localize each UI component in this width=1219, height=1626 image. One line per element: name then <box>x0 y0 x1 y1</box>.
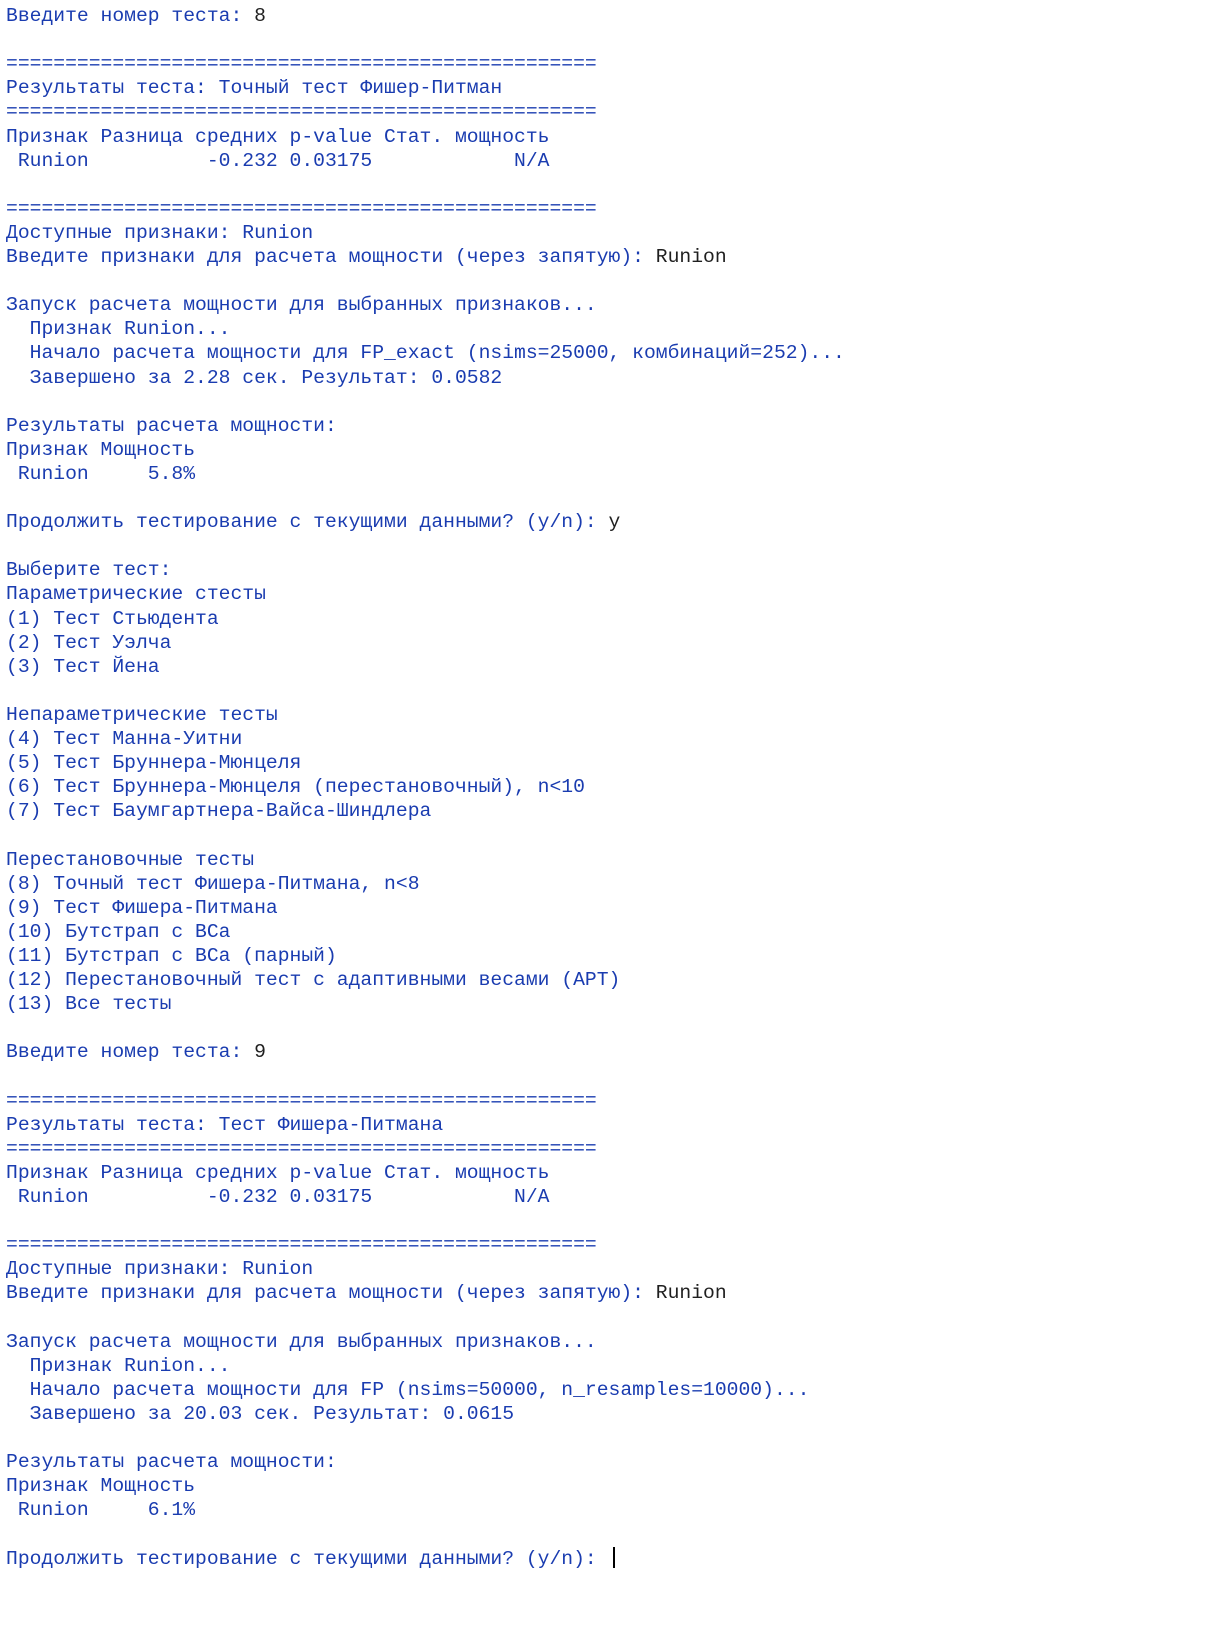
console-line <box>6 77 502 99</box>
console-text: Доступные признаки: Runion <box>6 1258 314 1281</box>
console-line <box>6 608 219 630</box>
console-text: Продолжить тестирование с текущими данными? (y/n): <box>6 511 609 534</box>
console-line <box>6 945 337 967</box>
user-input-text: Runion <box>655 1282 727 1305</box>
console-line <box>6 294 597 316</box>
console-text: Runion -0.232 0.03175 N/A <box>6 1185 550 1208</box>
console-line <box>6 873 420 895</box>
console-line <box>6 1090 597 1112</box>
console-text: Runion 5.8% <box>6 462 196 485</box>
console-line <box>6 1186 549 1208</box>
console-text: Введите признаки для расчета мощности (через запятую): <box>6 246 656 268</box>
console-line <box>6 101 597 123</box>
console-text: Признак Разница средних p-value Стат. мощность <box>6 125 550 148</box>
console-text: Выберите тест: <box>6 559 172 582</box>
console-line <box>6 849 254 871</box>
console-line <box>6 1041 266 1063</box>
console-text: ================================================== <box>6 53 597 76</box>
console-text: (5) Тест Бруннера-Мюнцеля <box>6 752 302 775</box>
console-line <box>6 126 549 148</box>
console-line <box>6 342 845 364</box>
console-text: (6) Тест Бруннера-Мюнцеля (перестановочный), n<10 <box>6 776 585 799</box>
console-line <box>6 1114 443 1136</box>
console-line <box>6 1403 514 1425</box>
console-text: (4) Тест Манна-Уитни <box>6 728 243 750</box>
console-text: (2) Тест Уэлча <box>6 631 172 654</box>
console-line <box>6 1451 337 1473</box>
console-text: Признак Runion... <box>6 1354 231 1377</box>
console-text: ================================================== <box>6 1234 597 1257</box>
console-line <box>6 776 585 798</box>
console-line <box>6 583 266 605</box>
user-input-text: y <box>608 511 621 534</box>
console-text: ================================================== <box>6 1137 597 1160</box>
console-text: Параметрические стесты <box>6 583 266 606</box>
console-text: (7) Тест Баумгартнера-Вайса-Шиндлера <box>6 800 432 823</box>
console-line <box>6 1138 597 1160</box>
console-text: (8) Точный тест Фишера-Питмана, n<8 <box>6 872 420 895</box>
console-text: Runion -0.232 0.03175 N/A <box>6 149 550 172</box>
console-line <box>6 921 230 943</box>
console-line <box>6 897 278 919</box>
console-text: Запуск расчета мощности для выбранных признаков... <box>6 1330 597 1353</box>
console-text: Результаты теста: Тест Фишера-Питмана <box>6 1113 444 1136</box>
console-line <box>6 728 242 750</box>
console-line <box>6 318 230 340</box>
console-text: (1) Тест Стьюдента <box>6 607 219 630</box>
console-text: Завершено за 2.28 сек. Результат: 0.0582 <box>6 366 503 389</box>
console-text: Признак Разница средних p-value Стат. мощность <box>6 1161 550 1184</box>
console-line <box>6 463 195 485</box>
console-line <box>6 656 160 678</box>
console-text: Признак Мощность <box>6 1475 196 1498</box>
console-line <box>6 1282 727 1304</box>
console-line <box>6 198 597 220</box>
console-text: (12) Перестановочный тест с адаптивными весами (APT) <box>6 969 621 991</box>
console-line <box>6 1331 597 1353</box>
text-cursor[interactable] <box>613 1547 615 1568</box>
console-text: Результаты расчета мощности: <box>6 414 337 437</box>
console-line <box>6 1499 195 1521</box>
console-text: Введите номер теста: <box>6 5 255 27</box>
console-line <box>6 53 597 75</box>
console-line <box>6 969 620 991</box>
console-text: Runion 6.1% <box>6 1499 196 1522</box>
console-text: Запуск расчета мощности для выбранных признаков... <box>6 294 597 317</box>
console-text: (9) Тест Фишера-Питмана <box>6 896 278 919</box>
console-text: ================================================== <box>6 1089 597 1112</box>
user-input-text: Runion <box>655 246 727 268</box>
console-line <box>6 1234 597 1256</box>
console-text: Доступные признаки: Runion <box>6 221 314 244</box>
console-text: Начало расчета мощности для FP (nsims=50000, n_resamples=10000)... <box>6 1378 810 1401</box>
console-text: (3) Тест Йена <box>6 655 160 678</box>
console-line <box>6 1547 615 1569</box>
console-text: ================================================== <box>6 197 597 220</box>
console-text: Результаты теста: Точный тест Фишер-Питман <box>6 77 503 100</box>
console-text: (13) Все тесты <box>6 993 172 1016</box>
console-text: Завершено за 20.03 сек. Результат: 0.0615 <box>6 1402 515 1425</box>
console-text: Признак Runion... <box>6 318 231 341</box>
console-text: Перестановочные тесты <box>6 848 255 871</box>
console-line <box>6 439 195 461</box>
console-text: (10) Бутстрап с BCa <box>6 920 231 943</box>
console-text: Введите номер теста: <box>6 1041 255 1064</box>
console-text: Продолжить тестирование с текущими данными? (y/n): <box>6 1548 609 1571</box>
console-line <box>6 511 620 533</box>
console-line <box>6 632 171 654</box>
console-line <box>6 415 337 437</box>
console-text: Начало расчета мощности для FP_exact (nsims=25000, комбинаций=252)... <box>6 342 845 365</box>
console-text: (11) Бутстрап с BCa (парный) <box>6 944 337 967</box>
console-line <box>6 150 549 172</box>
console-line <box>6 1162 549 1184</box>
console-text: Введите признаки для расчета мощности (через запятую): <box>6 1282 656 1305</box>
console-text: Непараметрические тесты <box>6 703 278 726</box>
console-line <box>6 246 727 268</box>
console-line <box>6 752 301 774</box>
console-text: Признак Мощность <box>6 438 196 461</box>
console-line <box>6 1475 195 1497</box>
console-line <box>6 1258 313 1280</box>
user-input-text: 8 <box>254 5 266 27</box>
console-line <box>6 1379 809 1401</box>
user-input-text: 9 <box>254 1041 266 1064</box>
console-line <box>6 800 431 822</box>
console-line <box>6 704 278 726</box>
console-line <box>6 5 266 27</box>
console-line <box>6 222 313 244</box>
console-line <box>6 993 171 1015</box>
console-line <box>6 1355 230 1377</box>
console-text: Результаты расчета мощности: <box>6 1451 337 1473</box>
console-line <box>6 367 502 389</box>
console-text: ================================================== <box>6 101 597 124</box>
console-line <box>6 559 171 581</box>
